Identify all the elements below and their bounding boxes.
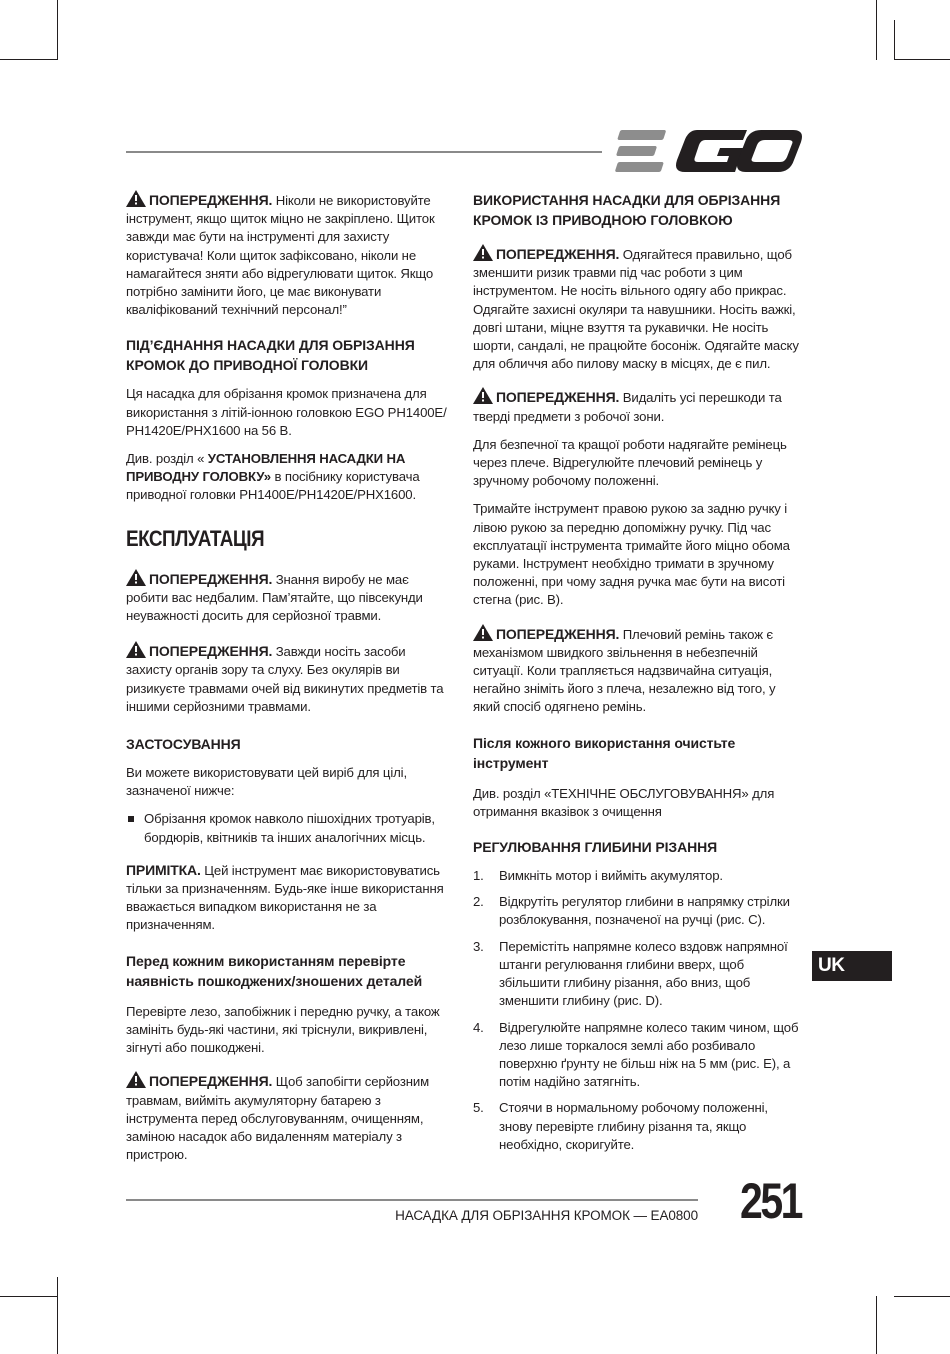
warning-triangle-icon [126,190,146,207]
warning-guard [126,190,450,319]
warning-triangle-icon [126,641,146,658]
section-heading-check: Перед кожним використанням перевірте наявність пошкоджених/зношених деталей [126,952,423,989]
footer-rule [126,1199,698,1201]
warning-text: Видаліть усі перешкоди та тверді предмети з робочої зони. [473,390,782,424]
paragraph: Ця насадка для обрізання кромок призначена для використання з літій-іонною головкою EGO PH1400E/ PH1420E/PHX1600 на 56 В. [126,386,447,438]
warning-lead: ПОПЕРЕДЖЕННЯ. [496,389,620,406]
warning-lead: ПОПЕРЕДЖЕННЯ. [496,625,620,642]
warning-lead: ПОПЕРЕДЖЕННЯ. [149,643,273,660]
step-text: Перемістіть напрямне колесо вздовж напрямної штанги регулювання глибини вверх, щоб збільшити глибину різання, або вниз, щоб зменшити глибину (рис. D). [499,938,788,1009]
list-item: Обрізання кромок навколо пішохідних тротуарів, бордюрів, квітників та інших аналогічних місць. [126,810,450,846]
footer-title: НАСАДКА ДЛЯ ОБРІЗАННЯ КРОМОК — EA0800 [395,1208,698,1223]
header-rule [126,151,602,153]
warning-lead: ПОПЕРЕДЖЕННЯ. [149,192,273,208]
section-heading-connect: ПІД’ЄДНАННЯ НАСАДКИ ДЛЯ ОБРІЗАННЯ КРОМОК ДО ПРИВОДНОЇ ГОЛОВКИ [126,337,415,374]
warning-battery [126,1071,450,1164]
warning-text: Плечовий ремінь також є механізмом швидкого звільнення в небезпечній ситуації. Коли трапляється надзвичайна ситуація, негайно зніміть його з плеча, незалежно від того, у який спосіб одягнено ремінь. [473,626,776,715]
warning-strap [473,624,801,717]
crop-mark [57,1277,58,1354]
warning-triangle-icon [126,569,146,586]
bold-reference: УСТАНОВЛЕННЯ НАСАДКИ НА ПРИВОДНУ ГОЛОВКУ» [126,451,406,485]
warning-text: Ніколи не використовуйте інструмент, якщо щиток міцно не закріплено. Щиток завжди має бути на інструменті для захисту користувача! Коли щиток зафіксовано, ніколи не намагайтеся зняти або відрегулювати щиток. Якщо потрібно замінити його, це має виконувати кваліфікований технічний персонал!” [126,193,435,318]
warning-triangle-icon [473,387,493,404]
crop-mark [0,59,57,60]
section-heading-usage: ЗАСТОСУВАННЯ [126,736,241,753]
depth-steps [473,867,801,1154]
step-number: 1. [473,868,484,884]
step-item [473,893,801,929]
crop-mark [0,1296,57,1297]
note-lead: ПРИМІТКА. [126,861,201,878]
warning-lead: ПОПЕРЕДЖЕННЯ. [149,1073,273,1090]
note [126,861,450,935]
warning-triangle-icon [126,1071,146,1088]
crop-mark [894,59,950,60]
text-span: в посібнику користувача приводної головки PH1400E/PH1420E/PHX1600. [126,469,420,503]
left-column [126,190,450,1174]
paragraph: Тримайте інструмент правою рукою за задню ручку і лівою рукою за передню допоміжну ручку. Під час експлуатації інструмента тримайте його міцно обома руками. Інструмент необхідно тримати в зручному положенні, при чому задня ручка має бути на висоті стегна (рис. B). [473,501,790,608]
section-title-operation: ЕКСПЛУАТАЦІЯ [126,525,265,551]
crop-mark [57,0,58,60]
section-heading-clean: Після кожного використання очистьте інструмент [473,734,736,771]
paragraph [126,450,450,505]
warning-text: Одягайтеся правильно, щоб зменшити ризик травми під час роботи з цим інструментом. Не носіть вільного одягу або прикрас. Одягайте захисні окуляри та навушники. Носіть важкі, довгі штани, міцне взуття та рукавички. Не носіть шорти, сандалі, не працюйте босоніж. Одягайте маску для обличчя або пилову маску в місцях, де є пил. [473,247,799,372]
section-heading-use: ВИКОРИСТАННЯ НАСАДКИ ДЛЯ ОБРІЗАННЯ КРОМОК ІЗ ПРИВОДНОЮ ГОЛОВКОЮ [473,192,781,228]
ego-logo [615,128,803,174]
step-item [473,1099,801,1154]
crop-mark [894,20,895,60]
paragraph: Див. розділ «ТЕХНІЧНЕ ОБСЛУГОВУВАННЯ» для отримання вказівок з очищення [473,785,775,819]
warning-text: Завжди носіть засоби захисту органів зору та слуху. Без окулярів ви ризикуєте травмами очей від викинутих предметів та іншими серйозними травмами. [126,644,444,714]
step-number: 5. [473,1100,484,1116]
warning-lead: ПОПЕРЕДЖЕННЯ. [496,246,620,262]
language-tab: UK [812,951,892,981]
warning-text: Знання виробу не має робити вас недбалим. Пам’ятайте, що півсекунди неуважності досить для серйозної травми. [126,571,423,624]
warning-clothing [473,244,801,373]
crop-mark [894,1296,950,1297]
warning-protection [126,641,450,716]
paragraph: Перевірте лезо, запобіжник і передню ручку, а також замініть будь-які частини, які тріснули, викривлені, зігнуті або пошкоджені. [126,1003,440,1056]
step-number: 4. [473,1019,484,1035]
section-heading-depth: РЕГУЛЮВАННЯ ГЛИБИНИ РІЗАННЯ [473,839,718,856]
warning-triangle-icon [473,624,493,641]
step-text: Вимкніть мотор і вийміть акумулятор. [499,868,723,884]
paragraph: Для безпечної та кращої роботи надягайте ремінець через плече. Відрегулюйте плечовий ремінець у зручному робочому положенні. [473,436,787,489]
crop-mark [876,0,877,60]
step-number: 2. [473,894,484,910]
usage-list [126,810,450,846]
warning-obstacles [473,387,801,425]
crop-mark [876,1296,877,1354]
step-number: 3. [473,938,484,954]
step-item [473,938,801,1011]
step-text: Стоячи в нормальному робочому положенні, знову перевірте глибину різання та, якщо необхідно, скоригуйте. [499,1100,768,1152]
step-item [473,867,801,885]
step-text: Відрегулюйте напрямне колесо таким чином, щоб лезо лише торкалося землі або розбивало поверхню ґрунту не більш ніж на 5 мм (рис. E), а потім надійно затягніть. [499,1019,799,1090]
warning-text: Щоб запобігти серйозним травмам, вийміть акумуляторну батарею з інструмента перед обслуговуванням, очищенням, заміною насадок або видаленням матеріалу з пристрою. [126,1074,429,1163]
page-number: 251 [740,1173,802,1229]
step-text: Відкрутіть регулятор глибини в напрямку стрілки розблокування, позначеної на ручці (рис. C). [499,894,790,928]
paragraph: Ви можете використовувати цей виріб для цілі, зазначеної нижче: [126,765,407,799]
right-column [473,190,801,1162]
warning-lead: ПОПЕРЕДЖЕННЯ. [149,570,273,587]
text-span: Див. розділ « [126,451,208,467]
step-item [473,1019,801,1092]
note-text: Цей інструмент має використовуватись тільки за призначенням. Будь-яке інше використання вважається випадком використання не за призначенням. [126,862,444,933]
warning-familiarity [126,569,450,626]
warning-triangle-icon [473,244,493,261]
